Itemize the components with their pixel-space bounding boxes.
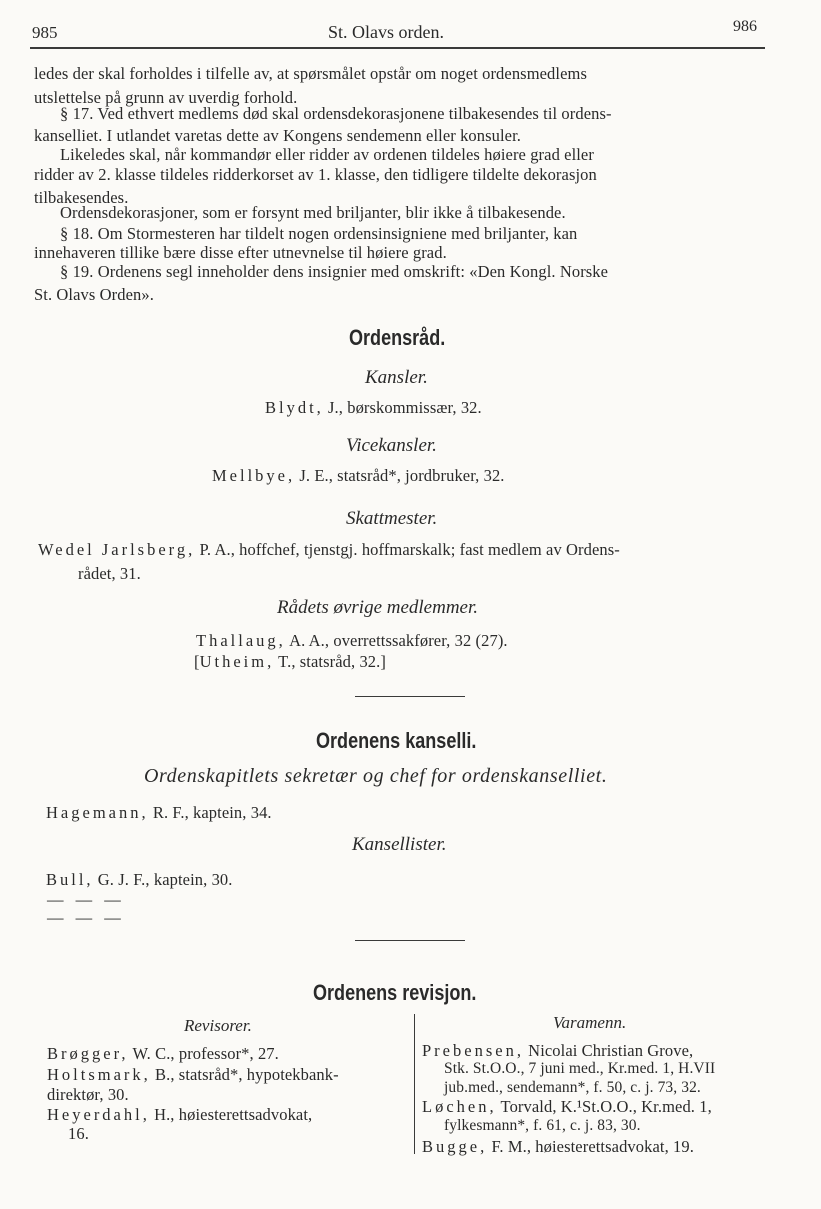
column-divider — [414, 1014, 415, 1154]
intro-line: kanselliet. I utlandet varetas dette av Kongens sendemenn eller konsuler. — [34, 126, 522, 145]
column-title-revisorer: Revisorer. — [184, 1016, 252, 1035]
intro-line: ledes der skal forholdes i tilfelle av, at spørsmålet opstår om noget ordensmedlems — [34, 64, 587, 83]
section-heading-ordensrad: Ordensråd. — [349, 325, 446, 350]
varamann-line — [422, 1097, 712, 1117]
member-details: P. A., hoffchef, tjenstgj. hoffmarskalk; fast medlem av Ordens- — [195, 540, 620, 559]
member-ovrige-1 — [196, 631, 508, 651]
member-details: R. F., kaptein, 34. — [148, 803, 272, 822]
member-skattmester — [38, 540, 620, 560]
page-number-left: 985 — [32, 23, 58, 42]
intro-line: Likeledes skal, når kommandør eller ridder av ordenen tildeles høiere grad eller — [60, 145, 594, 164]
member-details: Nicolai Christian Grove, — [523, 1041, 694, 1060]
vacancy-dash: — — — — [47, 890, 125, 909]
member-name: Brøgger, — [47, 1044, 129, 1063]
member-vicekansler — [212, 466, 505, 486]
member-details: B., statsråd*, hypotekbank- — [150, 1065, 339, 1084]
revisor-line — [68, 1124, 89, 1144]
intro-line: § 19. Ordenens segl inneholder dens insignier med omskrift: «Den Kongl. Norske — [60, 262, 609, 281]
member-details: F. M., høiesterettsadvokat, 19. — [487, 1137, 694, 1156]
intro-line: St. Olavs Orden». — [34, 285, 154, 304]
member-kanselliste — [46, 870, 233, 890]
member-name: Hagemann, — [46, 803, 149, 822]
member-details: Stk. St.O.O., 7 juni med., Kr.med. 1, H.VII — [444, 1060, 716, 1077]
member-details: J., børskommissær, 32. — [323, 398, 482, 417]
varamann-line — [422, 1041, 693, 1061]
member-details: G. J. F., kaptein, 30. — [93, 870, 233, 889]
member-details: T., statsråd, 32.] — [274, 652, 386, 671]
revisor-line — [47, 1065, 339, 1085]
member-name: Løchen, — [422, 1097, 497, 1116]
intro-line: Ordensdekorasjoner, som er forsynt med briljanter, blir ikke å tilbakesende. — [60, 203, 566, 222]
member-details: H., høiesterettsadvokat, — [149, 1105, 313, 1124]
member-name: Thallaug, — [196, 631, 286, 650]
bracket-open: [ — [194, 652, 200, 671]
role-title-kansler: Kansler. — [365, 367, 428, 388]
header-rule — [30, 47, 765, 49]
role-title-sekretaer: Ordenskapitlets sekretær og chef for ordenskanselliet. — [144, 765, 608, 787]
section-heading-revisjon: Ordenens revisjon. — [313, 980, 477, 1005]
member-details: W. C., professor*, 27. — [128, 1044, 279, 1063]
revisor-line — [47, 1044, 279, 1064]
intro-line: tilbakesendes. — [34, 188, 129, 207]
intro-line: § 18. Om Stormesteren har tildelt nogen ordensinsigniene med briljanter, kan — [60, 224, 578, 243]
column-title-varamenn: Varamenn. — [553, 1013, 627, 1032]
member-name: Bugge, — [422, 1137, 488, 1156]
member-name: Heyerdahl, — [47, 1105, 150, 1124]
varamann-line — [444, 1117, 641, 1135]
role-title-ovrige: Rådets øvrige medlemmer. — [277, 597, 479, 618]
varamann-line — [444, 1079, 701, 1097]
member-name: Wedel Jarlsberg, — [38, 540, 196, 559]
member-details: jub.med., sendemann*, f. 50, c. j. 73, 32. — [444, 1079, 701, 1096]
member-kansler — [265, 398, 482, 418]
member-name: Utheim, — [199, 652, 275, 671]
vacancy-dash: — — — — [47, 908, 125, 927]
revisor-line — [47, 1085, 129, 1105]
intro-line: § 17. Ved ethvert medlems død skal ordensdekorasjonene tilbakesendes til ordens- — [60, 104, 612, 123]
member-name: Mellbye, — [212, 466, 296, 485]
varamann-line — [422, 1137, 694, 1157]
member-name: Bull, — [46, 870, 94, 889]
member-details: A. A., overrettssakfører, 32 (27). — [285, 631, 508, 650]
member-name: Holtsmark, — [47, 1065, 151, 1084]
member-details: J. E., statsråd*, jordbruker, 32. — [295, 466, 505, 485]
section-divider — [355, 696, 465, 697]
member-details: 16. — [68, 1124, 89, 1143]
role-title-kanselliste: Kansellister. — [352, 834, 447, 855]
page-number-right: 986 — [733, 18, 757, 35]
intro-line: innehaveren tillike bære disse efter utnevnelse til høiere grad. — [34, 243, 447, 262]
member-ovrige-2 — [194, 652, 386, 672]
section-heading-kanselli: Ordenens kanselli. — [316, 728, 477, 753]
member-name: Prebensen, — [422, 1041, 524, 1060]
member-details: direktør, 30. — [47, 1085, 129, 1104]
section-divider — [355, 940, 465, 941]
member-sekretaer — [46, 803, 272, 823]
role-title-vicekansler: Vicekansler. — [346, 435, 437, 456]
member-details: Torvald, K.¹St.O.O., Kr.med. 1, — [496, 1097, 712, 1116]
intro-line: ridder av 2. klasse tildeles ridderkorset av 1. klasse, den tidligere tildelte dekorasjon — [34, 165, 597, 184]
member-name: Blydt, — [265, 398, 324, 417]
intro-line: utslettelse på grunn av uverdig forhold. — [34, 88, 298, 107]
varamann-line — [444, 1060, 715, 1078]
role-title-skattmester: Skattmester. — [346, 508, 438, 529]
revisor-line — [47, 1105, 312, 1125]
running-title: St. Olavs orden. — [328, 22, 444, 42]
member-skattmester-cont: rådet, 31. — [78, 564, 141, 583]
member-details: fylkesmann*, f. 61, c. j. 83, 30. — [444, 1117, 641, 1134]
